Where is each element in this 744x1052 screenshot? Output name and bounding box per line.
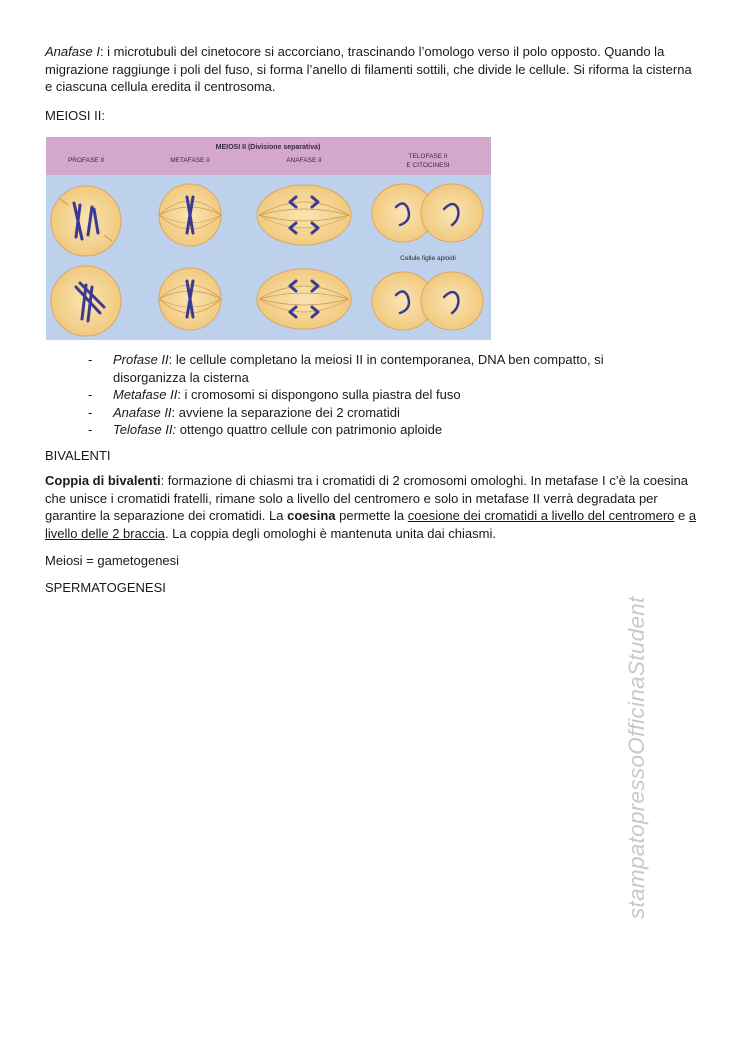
anafase-term: Anafase I [45,44,100,59]
gametogenesi-line: Meiosi = gametogenesi [45,553,180,568]
anafase-text: : i microtubuli del cinetocore si accorciano, trascinando l’omologo verso il polo opposto. Quando la migrazione raggiunge i poli del fuso, si forma l’anello di filamenti sottili, che divide le cellule. Si riforma la cisterna e ciascuna cellula eredita il centrosoma. [45,44,692,94]
label-metafase: METAFASE II [170,157,210,164]
underlined-braccia: a livello delle 2 braccia [45,508,697,541]
bivalenti-term: Coppia di bivalenti [45,473,161,488]
meiosi2-phase-list [88,351,648,439]
phase-metafase-item: - Metafase II: i cromosomi si dispongono sulla piastra del fuso [88,386,648,404]
figure-caption: Cellule figlie aploidi [400,255,456,262]
metafase-cell-2 [159,268,221,330]
figure-title: MEIOSI II (Divisione separativa) [215,144,321,151]
anafase-cell-1 [257,185,351,245]
anafase-paragraph [45,43,700,96]
label-telofase: TELOFASE II [408,153,448,160]
metafase-cell-1 [159,184,221,246]
meiosi2-heading: MEIOSI II: [45,108,105,123]
phase-anafase-item: - Anafase II: avviene la separazione dei 2 cromatidi [88,404,648,422]
anafase-cell-2 [257,269,351,329]
bivalenti-paragraph: Coppia di bivalenti: formazione di chiasmi tra i cromatidi di 2 cromosomi omologhi. In metafase I c’è la coesina che unisce i cromatidi fratelli, rimane solo a livello del centromero e solo in metafase II verrà degradata per garantire la separazione dei cromatidi. La coesina permette la coesione dei cromatidi a livello del centromero e a livello delle 2 braccia. La coppia degli omologhi è mantenuta unita dai chiasmi. [45,473,697,541]
label-profase: PROFASE II [67,157,105,164]
phase-telofase-item: - Telofase II: ottengo quattro cellule con patrimonio aploide [88,421,648,439]
watermark: stampatopressoOfficinaStudent [624,596,649,919]
bivalenti-heading: BIVALENTI [45,448,111,463]
profase-cell-2 [51,266,121,336]
label-anafase: ANAFASE II [286,157,322,164]
profase-cell-1 [51,186,121,256]
meiosi2-figure [46,137,491,340]
phase-profase-item: - Profase II: le cellule completano la meiosi II in contemporanea, DNA ben compatto, si disorganizza la cisterna [88,351,648,386]
label-citocinesi: E CITOCINESI [406,162,450,169]
underlined-centromero: coesione dei cromatidi a livello del centromero [407,508,675,523]
spermatogenesi-heading: SPERMATOGENESI [45,580,166,595]
coesina-term: coesina [287,508,336,523]
